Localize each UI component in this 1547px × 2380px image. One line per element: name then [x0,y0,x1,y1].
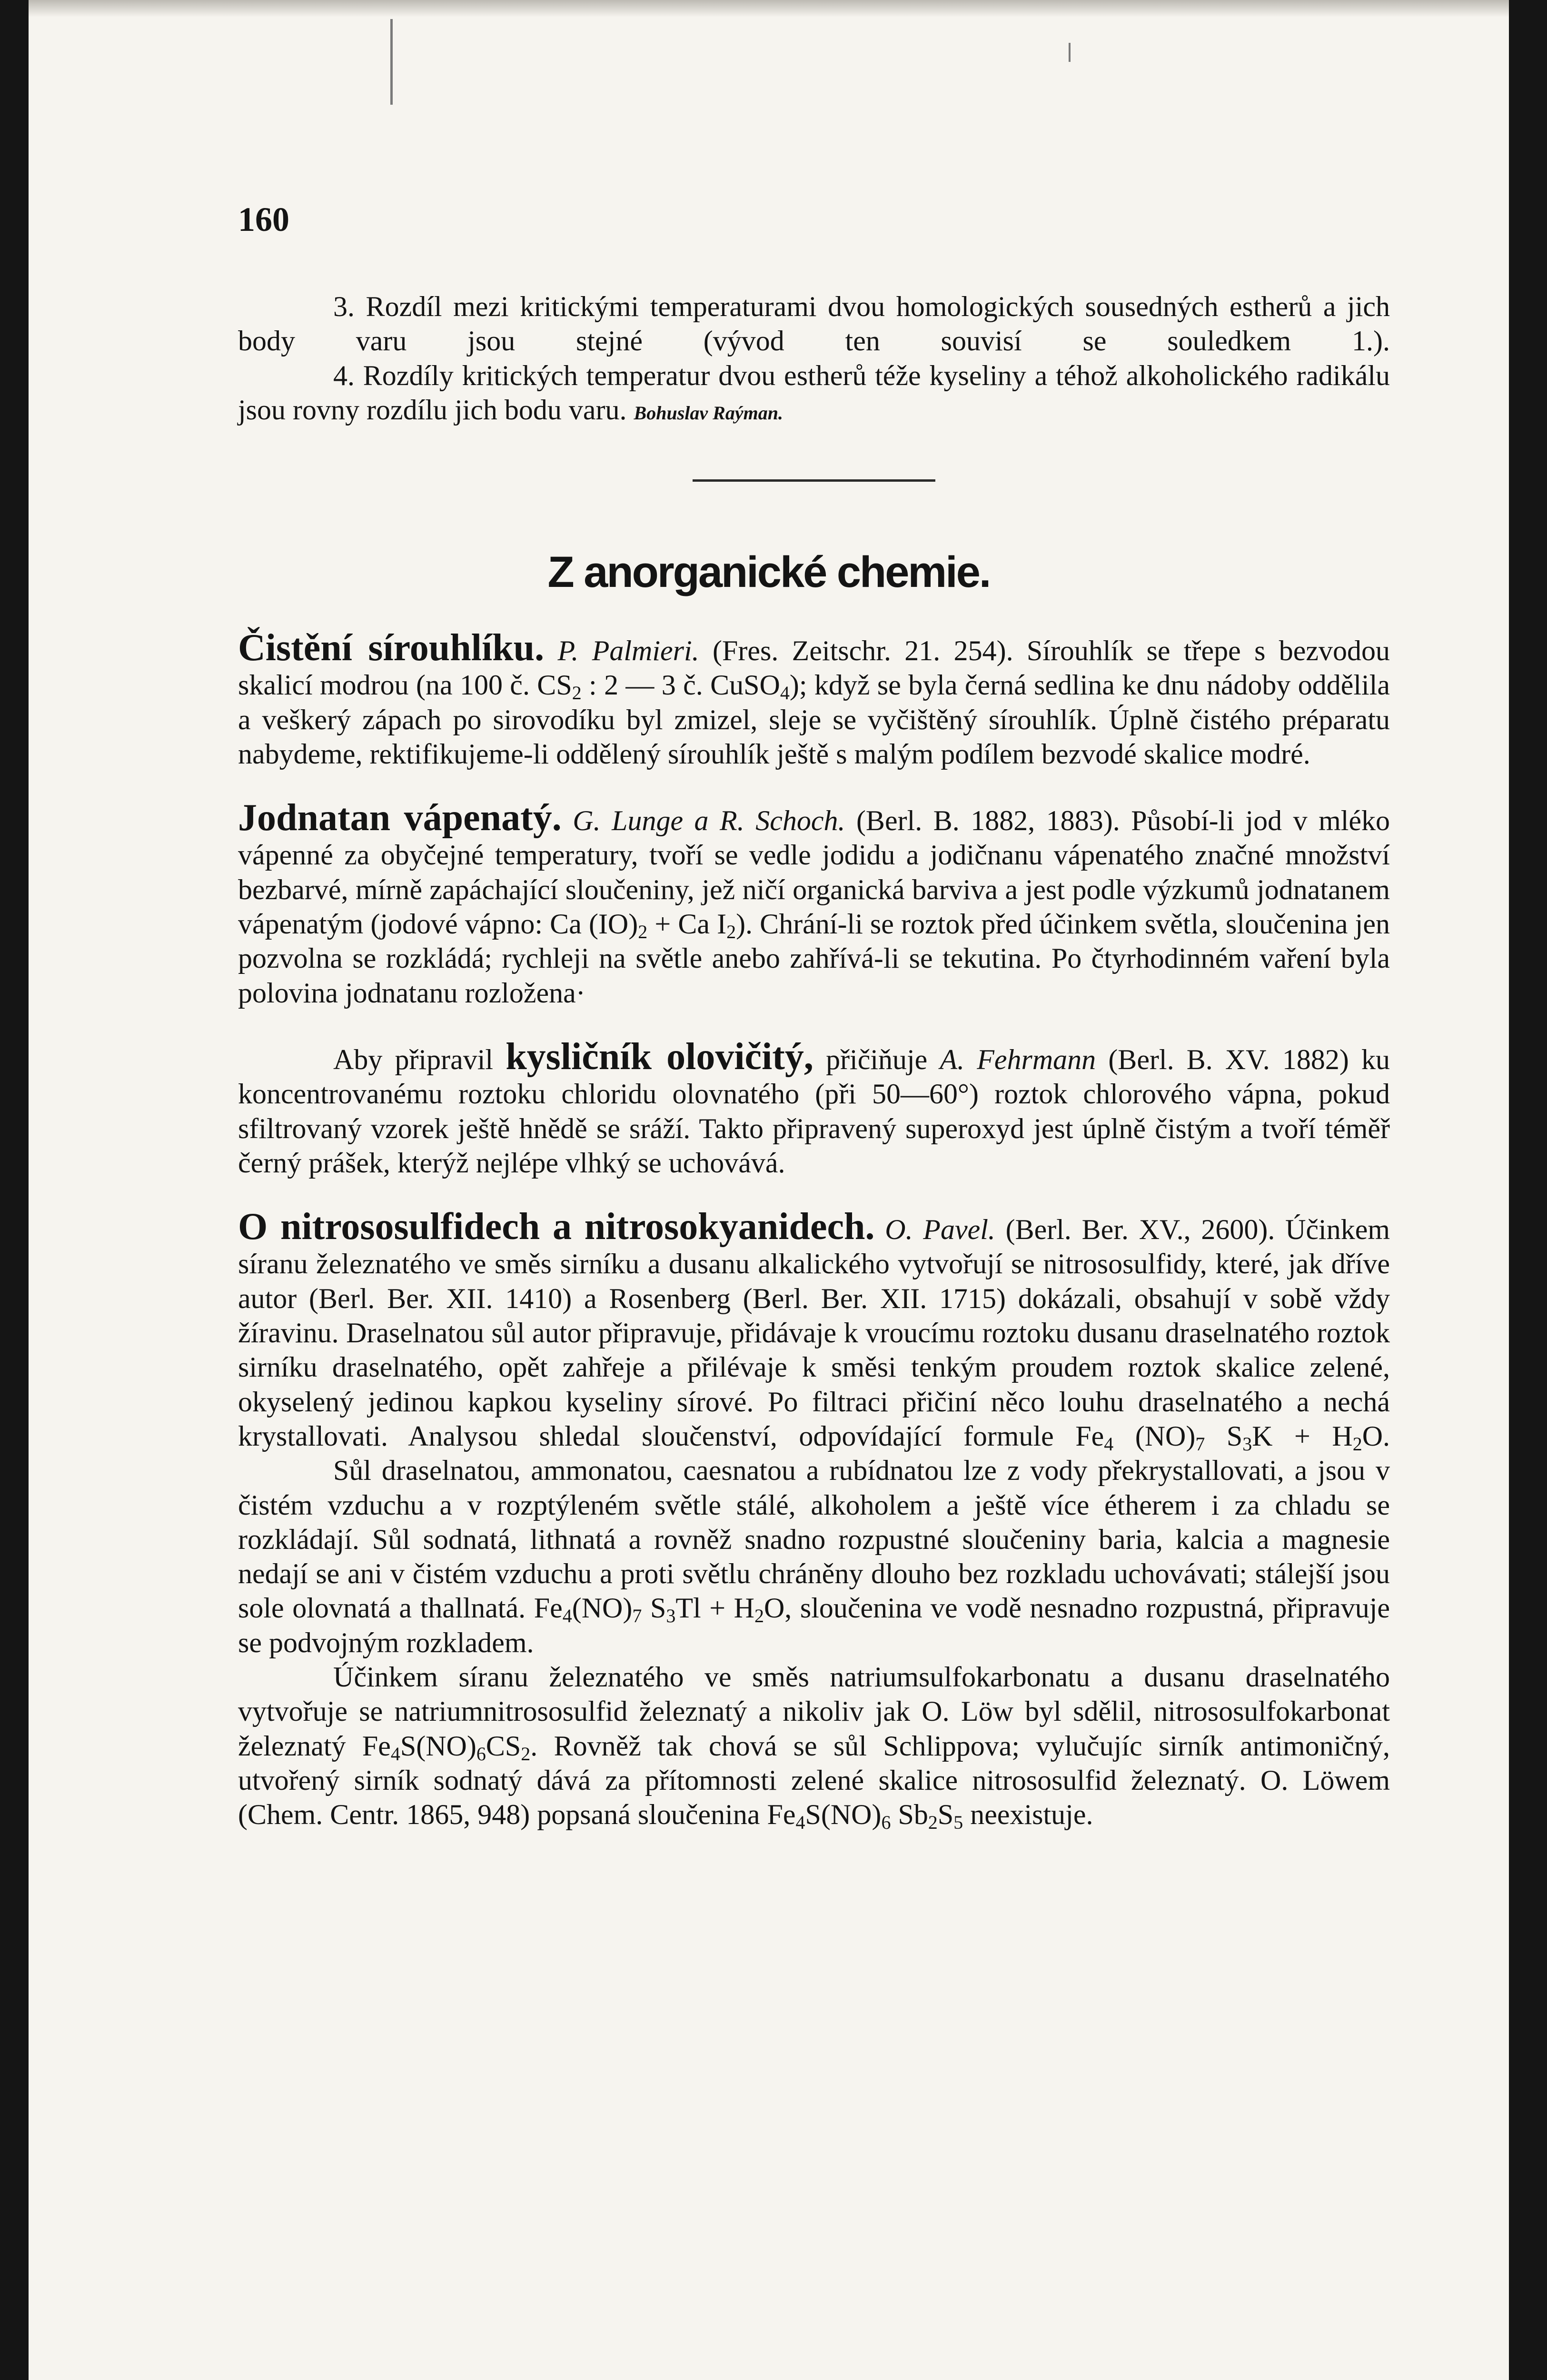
article-sirouhlik [238,627,1390,771]
subscript: 2 [928,1812,938,1834]
subscript: 6 [881,1812,891,1834]
subscript: 2 [754,1605,764,1627]
article-body: S [937,1799,954,1831]
article-paragraph [238,1660,1390,1832]
article-body: Působí-li jod v mléko vápenné za obyčejné temperatury, tvoří se vedle jodidu a jodičnanu vápenatého značné množství bezbarvé, mírně zapáchající sloučeniny, jež ničí organická barviva a jest podle výzkumů jodnatanem vápenatým (jodové vápno: Ca (IO) [238,805,1390,940]
subscript: 7 [632,1605,642,1627]
article-body: (NO) [572,1592,633,1624]
article-body: + Ca I [647,908,727,940]
article-author: A. Fehrmann [940,1043,1096,1075]
author-signature: Bohuslav Raýman. [634,402,783,424]
article-paragraph [238,1453,1390,1660]
article-list [238,627,1390,1834]
subscript: 4 [1104,1433,1114,1455]
article-body: : 2 — 3 č. CuSO [581,669,780,701]
article-term: kysličník olovičitý, [506,1035,813,1078]
subscript: 4 [390,1743,400,1765]
article-jodnatan [238,797,1390,1010]
subscript: 4 [562,1605,572,1627]
article-author: G. Lunge a R. Schoch. [573,805,845,837]
article-body: O. [1362,1420,1390,1452]
article-lead-in: přičiňuje [826,1043,928,1075]
article-nitrososulfidy [238,1206,1390,1455]
subscript: 4 [780,682,790,704]
article-body: neexistuje. [963,1799,1093,1831]
list-item-3: 3. Rozdíl mezi kritickými temperaturami dvou homologických sousedných estherů a jich body varu jsou stejné (vývod ten souvisí se souledkem 1.). [238,291,1390,357]
list-item-4-text: 4. Rozdíly kritických temperatur dvou estherů téže kyseliny a téhož alkoholického radikálu jsou rovny rozdílu jich bodu varu. [238,359,1390,426]
article-author: O. Pavel. [885,1214,995,1246]
article-body: ). Chrání-li se roztok před účinkem světla, sloučenina jen pozvolna se rozkládá; rychleji na světle anebo zahřívá-li se tekutina. Po čtyrhodinném vaření byla polovina jodnatanu rozložena· [238,908,1390,1009]
section-title: Z anorganické chemie. [547,548,990,596]
article-body: Sb [891,1799,928,1831]
subscript: 5 [953,1812,963,1834]
article-reference: (Fres. Zeitschr. 21. 254). [713,635,1013,666]
list-item-4 [238,358,1390,431]
article-title: Čistění sírouhlíku. [238,627,545,669]
article-author: P. Palmieri. [557,635,699,666]
article-body: Sírouhlík se třepe s bezvodou skalicí modrou (na 100 č. CS [238,635,1390,701]
page-number: 160 [238,200,289,238]
article-body: S [1205,1420,1243,1452]
subscript: 7 [1195,1433,1205,1455]
article-body: O, sloučenina ve vodě nesnadno rozpustná, připravuje se podvojným rozkladem. [238,1592,1390,1658]
subscript: 3 [666,1605,676,1627]
subscript: 6 [476,1743,486,1765]
subscript: 2 [572,682,582,704]
subscript: 2 [726,921,736,943]
article-body: . Rovněž tak chová se sůl Schlippova; vylučujíc sirník antimoničný, utvořený sirník sodnatý dává za přítomnosti zelené skalice nitrososulfid železnatý. O. Löwem (Chem. Centr. 1865, 948) popsaná sloučenina Fe [238,1730,1390,1831]
article-body: (NO) [1113,1420,1196,1452]
article-body: Sůl draselnatou, ammonatou, caesnatou a rubídnatou lze z vody překrystallovati, a jsou v čistém vzduchu a v rozptýleném světle stálé, alkoholem a ještě více étherem i za chladu se rozkládají. Sůl sodnatá, lithnatá a rovněž snadno rozpustné sloučeniny baria, kalcia a magnesie nedají se ani v čistém vzduchu a proti světlu chráněny dlouho bez rozkladu uchovávati; stálejší jsou sole olovnatá a thallnatá. Fe [238,1455,1390,1624]
article-body: (Berl. Ber. XV., 2600). Účinkem síranu železnatého ve směs sirníku a dusanu alkalického vytvořují se nitrososulfidy, které, jak dříve autor (Berl. Ber. XII. 1410) a Rosenberg (Berl. Ber. XII. 1715) dokázali, obsahují v sobě vždy žíravinu. Draselnatou sůl autor připravuje, přidávaje k vroucímu roztoku dusanu draselnatého roztok sirníku draselnatého, opět zahřeje a přilévaje k směsi tenkým proudem roztok skalice zelené, okyselený jedinou kapkou kyseliny sírové. Po filtraci přičiní něco louhu draselnatého a nechá krystallovati. Analysou shledal sloučenství, odpovídající formule Fe [238,1214,1390,1452]
article-body: Účinkem síranu železnatého ve směs natriumsulfokarbonatu a dusanu draselnatého vytvořuje se natriumnitrososulfid železnatý a nikoliv jak O. Löw byl sdělil, nitrososulfokarbonat železnatý Fe [238,1661,1390,1762]
article-body: CS [486,1730,521,1762]
article-body: K + H [1252,1420,1353,1452]
subscript: 3 [1242,1433,1252,1455]
subscript: 2 [638,921,648,943]
continued-list [238,289,1390,430]
subscript: 2 [521,1743,531,1765]
section-divider [693,479,935,482]
article-reference: (Berl. B. 1882, 1883). [856,805,1120,837]
article-body: S [642,1592,666,1624]
article-body: Tl + H [675,1592,754,1624]
article-body: S(NO) [400,1730,476,1762]
article-title: Jodnatan vápenatý. [238,797,562,839]
subscript: 4 [795,1812,805,1834]
scan-mark [390,19,393,105]
article-body: (Berl. B. XV. 1882) ku koncentrovanému roztoku chloridu olovnatého (při 50—60°) roztok chlorového vápna, pokud sfiltrovaný vzorek ještě hnědě se sráží. Takto připravený superoxyd jest úplně čistým a tvoří téměř černý prášek, kterýž nejlépe vlhký se uchovává. [238,1043,1390,1179]
book-page [29,0,1509,2380]
scan-mark [1069,43,1071,62]
article-body: ); když se byla černá sedlina ke dnu nádoby oddělila a veškerý zápach po sirovodíku byl zmizel, sleje se vyčištěný sírouhlík. Úplně čistého préparatu nabydeme, rektifikujeme-li oddělený sírouhlík ještě s malým podílem bezvodé skalice modré. [238,669,1390,770]
article-lead-in: Aby připravil [333,1043,494,1075]
subscript: 2 [1352,1433,1362,1455]
article-title: O nitrososulfidech a nitrosokyanidech. [238,1206,875,1248]
article-kyslicnik [238,1035,1390,1180]
article-body: S(NO) [805,1799,882,1831]
